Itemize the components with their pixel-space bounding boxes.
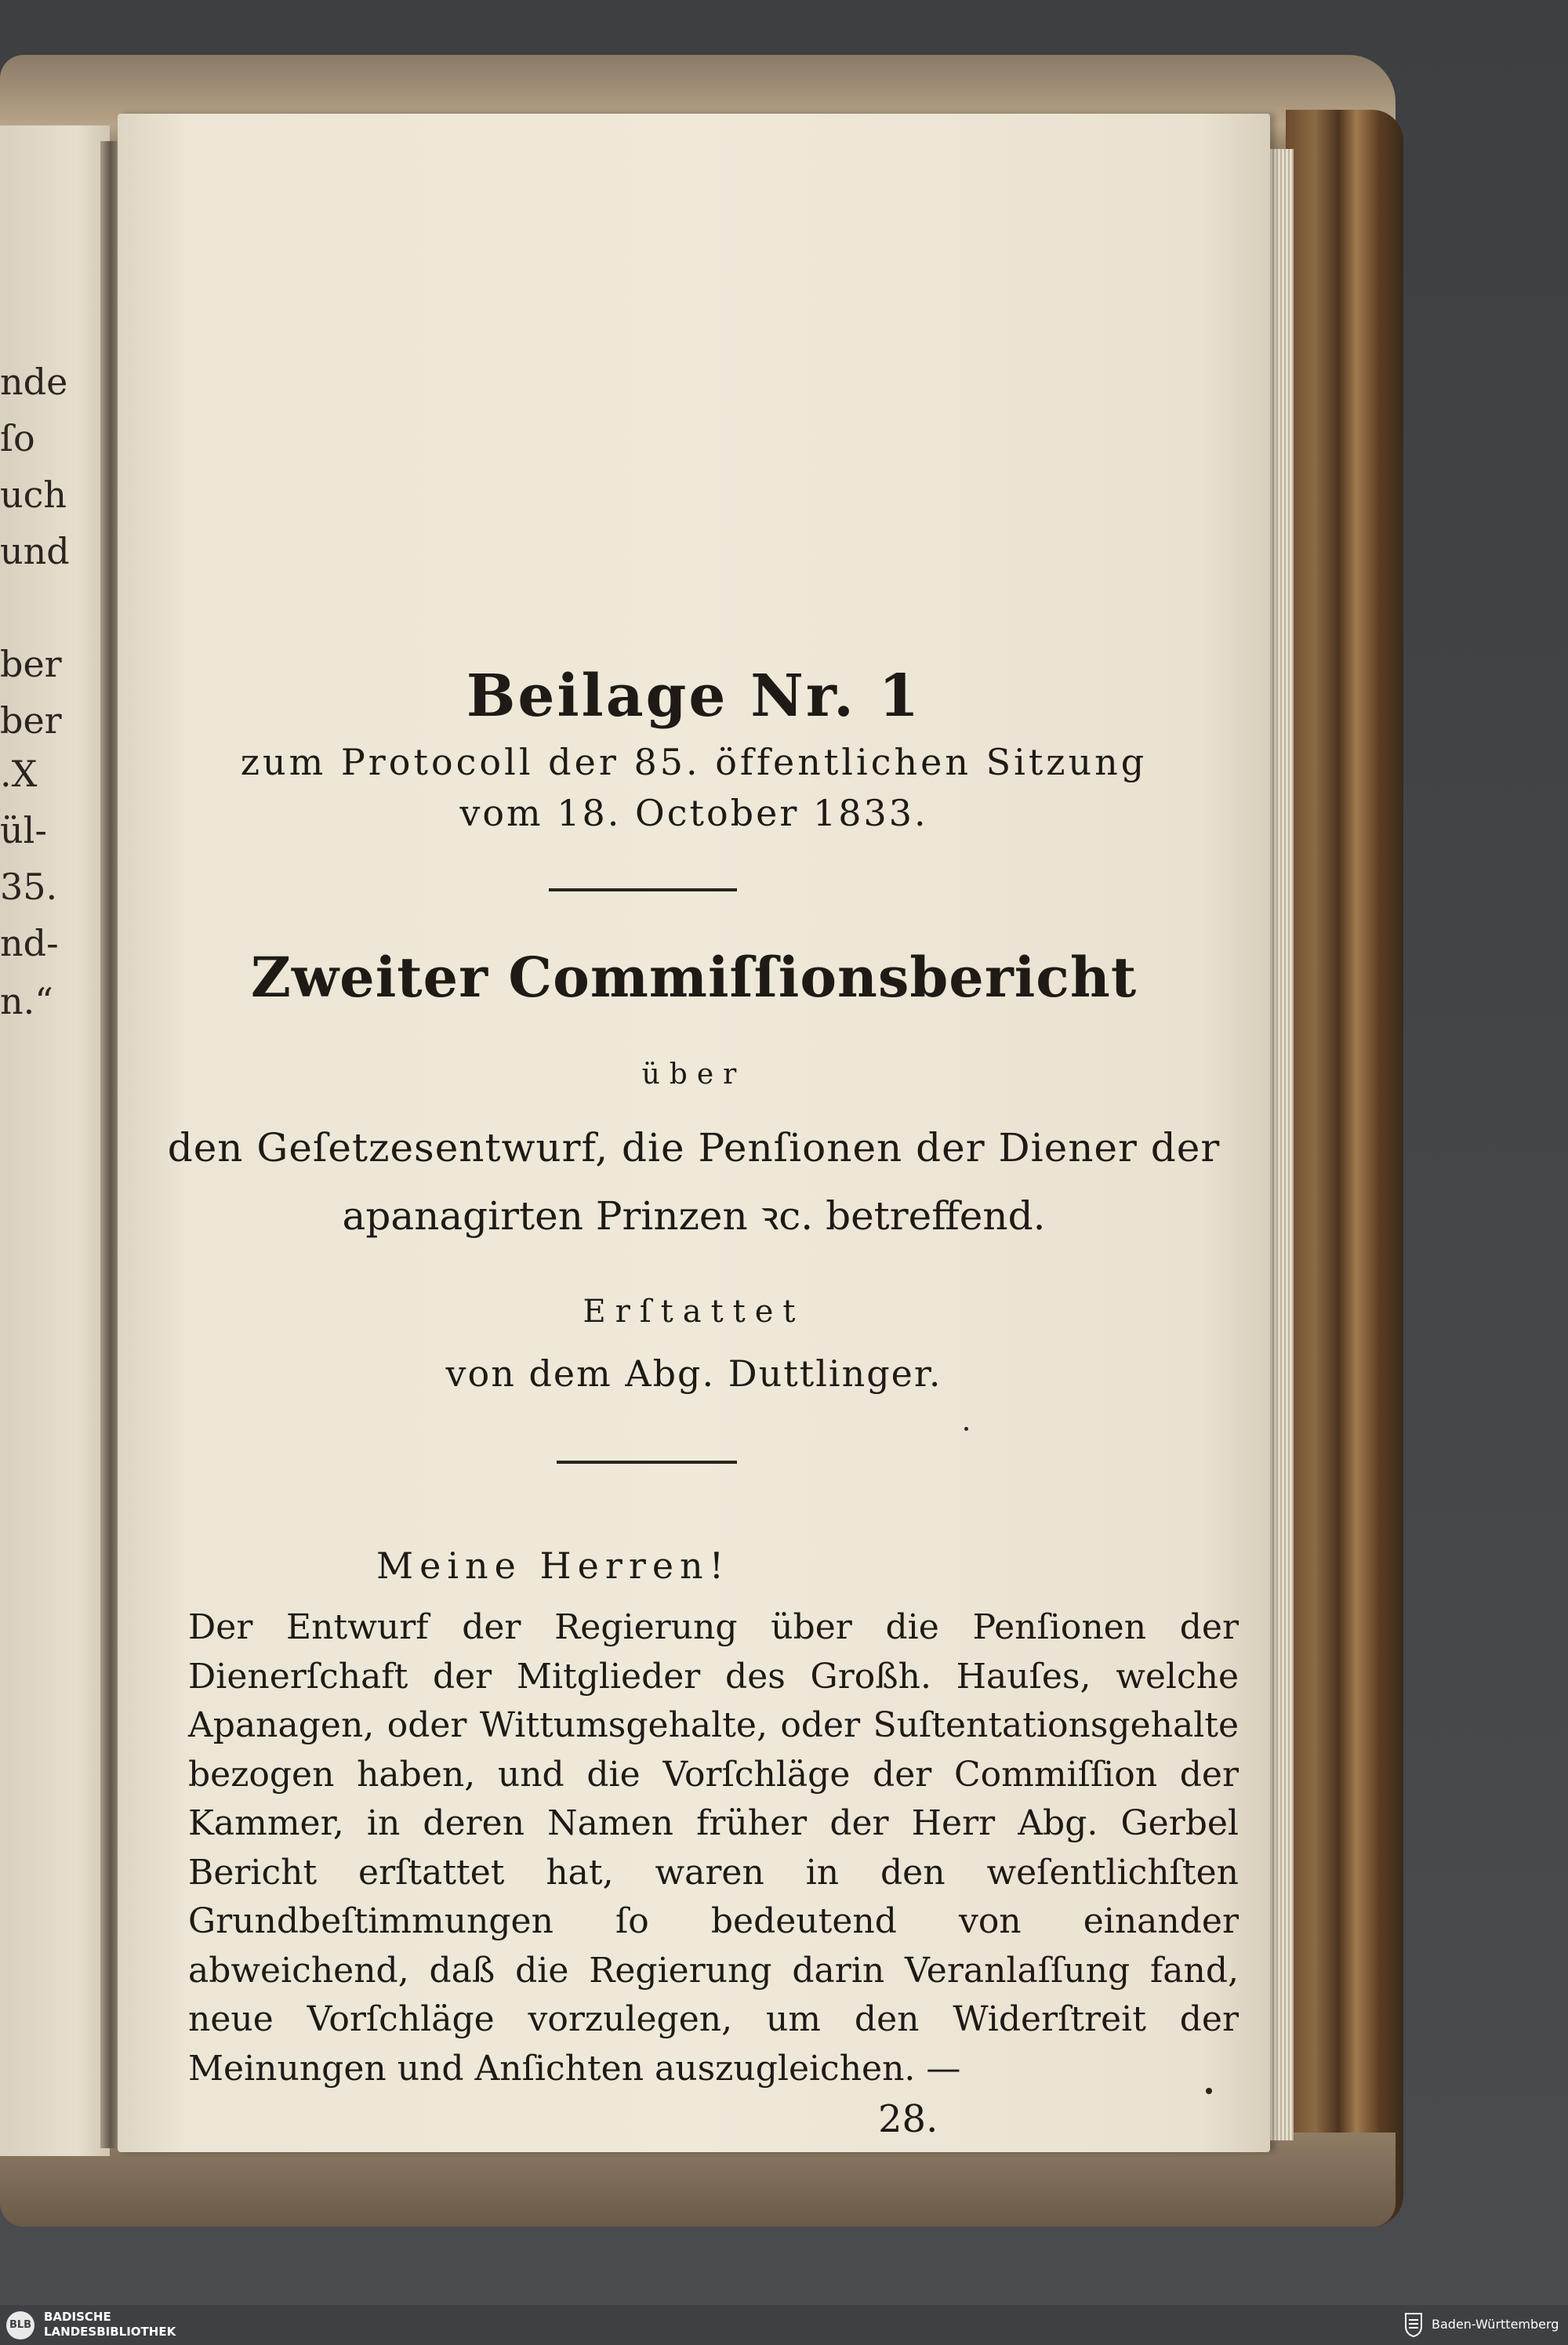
salutation: Meine Herren! [376, 1545, 731, 1587]
state-crest-icon [1403, 2312, 1424, 2337]
library-logo-icon: BLB [6, 2311, 34, 2340]
subject-line: den Geſetzesentwurf, die Penſionen der Diener der [167, 1125, 1221, 1171]
library-name-line: BADISCHE [44, 2310, 111, 2324]
library-name-line: LANDESBIBLIOTHEK [44, 2325, 176, 2339]
divider-rule [557, 1461, 737, 1464]
left-fragment: ber [0, 643, 62, 685]
protocol-reference: zum Protocoll der 85. öffentlichen Sitzung [240, 741, 1148, 783]
author-line: von dem Abg. Duttlinger. [445, 1352, 942, 1395]
footer-bar [0, 2305, 1568, 2345]
left-page-edge [0, 125, 110, 2156]
subject-line: apanagirten Prinzen ꝛc. betreffend. [342, 1193, 1046, 1239]
left-fragment: und [0, 530, 70, 572]
library-name [44, 2310, 176, 2340]
page-signature: 28. [878, 2097, 938, 2141]
body-paragraph: Der Entwurf der Regierung über die Penſionen der Dienerſchaft der Mitglieder des Großh. Hauſes, welche Apanagen, oder Wittumsgehalte, oder Suſtentationsgehalte bezogen haben, und die Vorſchläge der Commiſſion der Kammer, in deren Namen früher der Herr Abg. Gerbel Bericht erſtattet hat, waren in den weſentlichſten Grundbeſtimmungen ſo bedeutend von einander abweichend, daß die Regierung darin Veranlaſſung fand, neue Vorſchläge vorzulegen, um den Widerſtreit der Meinungen und Anſichten auszugleichen. — [188, 1607, 1239, 2089]
report-heading: Zweiter Commiſſionsbericht [250, 945, 1138, 1010]
ueber-label: über [641, 1058, 746, 1091]
state-name: Baden-Württemberg [1432, 2317, 1559, 2332]
left-fragment: .X [0, 753, 38, 795]
erstattet-label: Erſtattet [583, 1294, 805, 1330]
left-fragment: ſo [0, 417, 35, 459]
left-fragment: ber [0, 699, 62, 742]
divider-rule [549, 888, 737, 891]
left-fragment: 35. [0, 866, 58, 908]
ink-speck [964, 1427, 968, 1431]
document-page [118, 114, 1270, 2152]
left-fragment: n.“ [0, 980, 53, 1022]
left-fragment: nd- [0, 922, 59, 964]
ink-speck [1206, 2088, 1212, 2094]
book-cover-right-edge [1286, 110, 1403, 2227]
session-date: vom 18. October 1833. [459, 792, 928, 834]
left-fragment: uch [0, 474, 67, 516]
left-fragment: nde [0, 361, 68, 403]
page-title: Beilage Nr. 1 [466, 662, 922, 730]
left-fragment: ül- [0, 809, 47, 851]
